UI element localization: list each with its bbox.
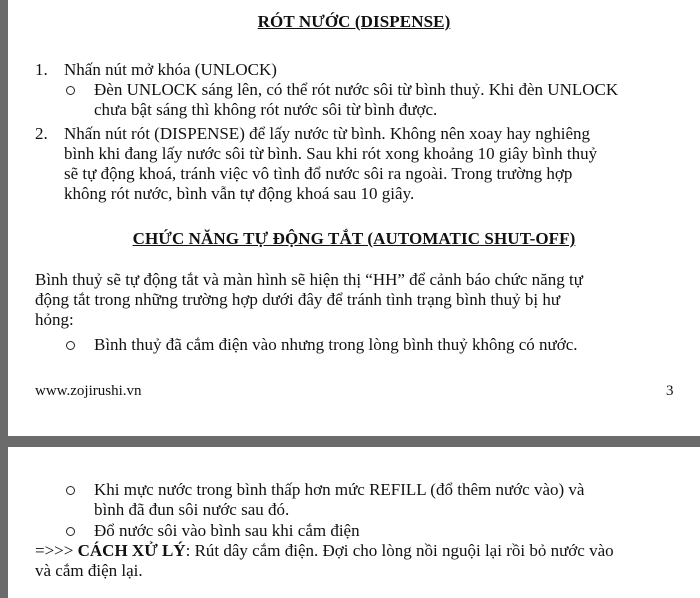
- document-page-1: [8, 0, 700, 436]
- circle-bullet-icon: [66, 341, 75, 350]
- fix-instruction-line-1: [35, 541, 614, 561]
- list-item-1-text: Nhấn nút mở khóa (UNLOCK): [64, 60, 277, 79]
- circle-bullet-icon: [66, 86, 75, 95]
- shutoff-bullet-1: Bình thuỷ đã cắm điện vào nhưng trong lòng bình thuỷ không có nước.: [94, 335, 578, 354]
- list-item-2-line-3: sẽ tự động khoá, tránh việc vô tình đổ nước sôi ra ngoài. Trong trường hợp: [64, 164, 573, 183]
- document-page-2: [8, 447, 700, 598]
- heading-dispense: RÓT NƯỚC (DISPENSE): [257, 12, 451, 31]
- shutoff-bullet-2-line-2: bình đã đun sôi nước sau đó.: [94, 500, 290, 519]
- heading-auto-shutoff: CHỨC NĂNG TỰ ĐỘNG TẮT (AUTOMATIC SHUT-OFF): [132, 229, 576, 248]
- circle-bullet-icon: [66, 486, 75, 495]
- shutoff-paragraph-line-2: động tắt trong những trường hợp dưới đây để tránh tình trạng bình thuỷ bị hư: [35, 290, 561, 309]
- page-number: 3: [666, 383, 674, 399]
- list-item-1-sub-line-2: chưa bật sáng thì không rót nước sôi từ bình được.: [94, 100, 438, 119]
- fix-label: CÁCH XỬ LÝ: [77, 541, 186, 560]
- list-number-1: 1.: [35, 60, 48, 79]
- list-number-2: 2.: [35, 124, 48, 143]
- fix-instruction-line-2: và cắm điện lại.: [35, 561, 143, 580]
- list-item-2-line-4: không rót nước, bình vẫn tự động khoá sau 10 giây.: [64, 184, 415, 203]
- shutoff-bullet-3: Đổ nước sôi vào bình sau khi cắm điện: [94, 521, 360, 540]
- fix-text-1: : Rút dây cắm điện. Đợi cho lòng nồi nguội lại rồi bỏ nước vào: [185, 541, 614, 560]
- list-item-2-line-2: bình khi đang lấy nước sôi từ bình. Sau khi rót xong khoảng 10 giây bình thuỷ: [64, 144, 598, 163]
- footer-website: www.zojirushi.vn: [35, 383, 142, 399]
- list-item-2-line-1: Nhấn nút rót (DISPENSE) để lấy nước từ bình. Không nên xoay hay nghiêng: [64, 124, 591, 143]
- fix-prefix: =>>>: [35, 541, 78, 560]
- list-item-1-sub-line-1: Đèn UNLOCK sáng lên, có thể rót nước sôi từ bình thuỷ. Khi đèn UNLOCK: [94, 80, 619, 99]
- circle-bullet-icon: [66, 527, 75, 536]
- shutoff-paragraph-line-1: Bình thuỷ sẽ tự động tắt và màn hình sẽ hiện thị “HH” để cảnh báo chức năng tự: [35, 270, 583, 289]
- shutoff-bullet-2-line-1: Khi mực nước trong bình thấp hơn mức REFILL (đổ thêm nước vào) và: [94, 480, 585, 499]
- shutoff-paragraph-line-3: hỏng:: [35, 310, 74, 329]
